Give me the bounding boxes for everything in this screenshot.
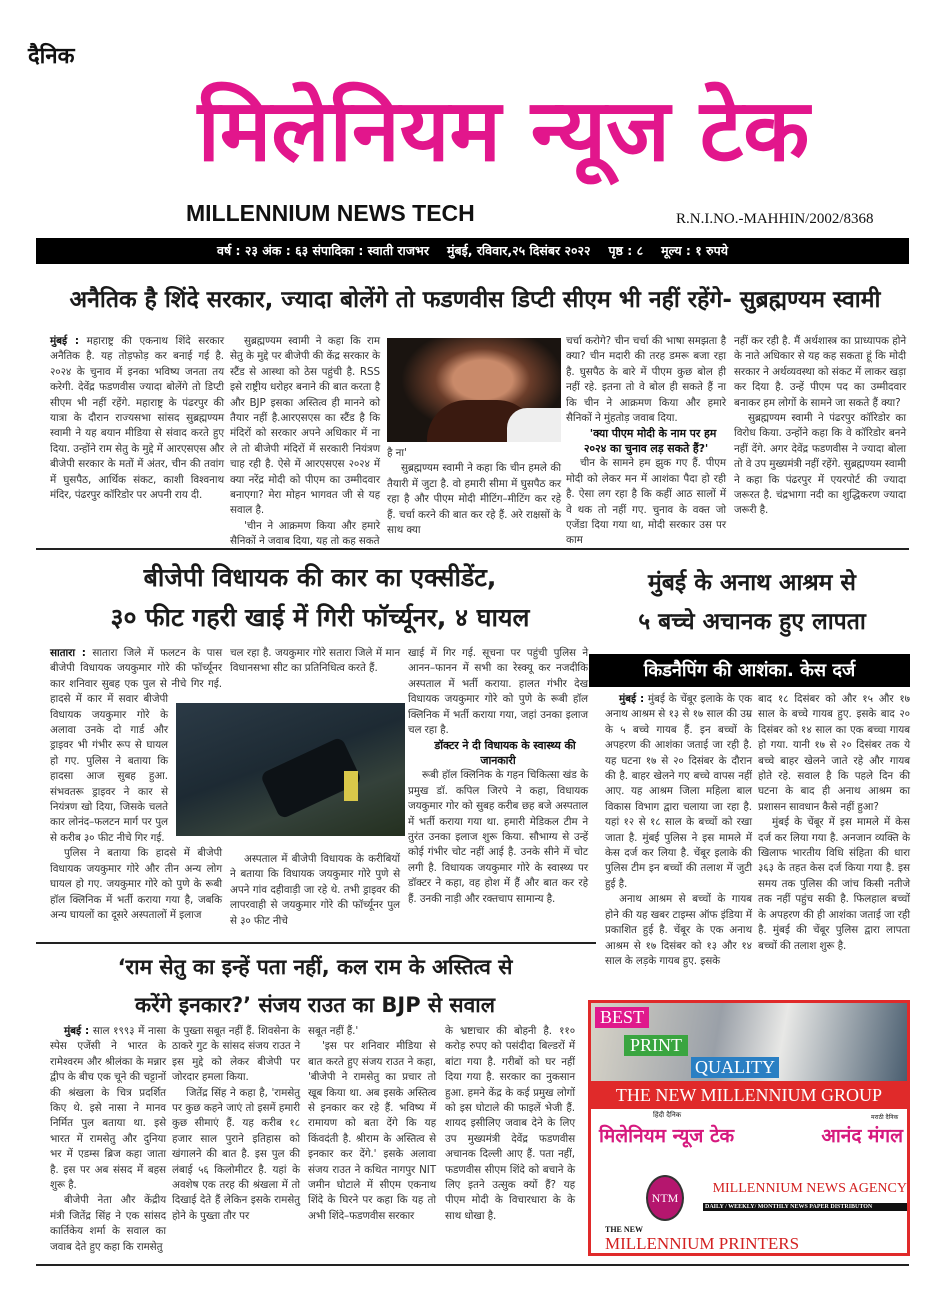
paragraph: बाद १८ दिसंबर को और १५ और १७ साल के बच्चे गायब हुए. इसके बाद २० दिसंबर को १४ साल का एक बच्चा गायब हो गया. यानी १७ से २० दिसंबर तक ये बच्चे बाहर खेलने जाते रहे और गायब होते रहे. सवाल है कि पहले दिन की घटना के बाद ही अनाथ आश्रम का प्रशासन सावधान कैसे नहीं हुआ? — [758, 693, 910, 813]
divider — [36, 942, 596, 944]
headline-line: करेंगे इनकार?’ संजय राउत का BJP से सवाल — [135, 993, 495, 1017]
paragraph: साल १९९३ में नासा स्पेस एजेंसी ने भारत के रामेश्वरम और श्रीलंका के मन्नार द्वीप के बीच एक चूने की चट्टानों की श्रंखला के चित्र प्रदर्शित किए थे. इसे नासा ने मानव निर्मित पुल बताया था. इसे भारत में रामसेतु और दुनिया भर में एडम्स ब्रिज कहा जाता है. इस पर अब संसद में बहस शुरू है. — [50, 1025, 167, 1192]
paragraph: मुंबई के चेंबूर में इस मामले में केस दर्ज कर लिया गया है. अनजान व्यक्ति के खिलाफ भारतीय विधि संहिता की धारा ३६३ के तहत केस दर्ज किया गया है. इस समय तक पुलिस की जांच किसी नतीजे तक नहीं पहुंच सकी है. फिलहाल बच्चों के अपहरण की ही आशंका जताई जा रही है. मुंबई की चेंबूर पुलिस द्वारा लापता बच्चों की तलाश शुरू है. — [758, 816, 910, 952]
headline-line: ५ बच्चे अचानक हुए लापता — [638, 609, 866, 635]
bottom-rule — [36, 1264, 909, 1266]
subramanian-swamy-photo — [387, 338, 561, 442]
ad-group-name: THE NEW MILLENNIUM GROUP — [591, 1081, 907, 1109]
ad-print-label: PRINT — [624, 1035, 688, 1056]
article4-col2 — [172, 1024, 300, 1224]
paragraph: महाराष्ट्र की एकनाथ शिंदे सरकार अनैतिक है. यह तोड़फोड़ कर बनाई गई है. २०२४ के चुनाव में इनका भविष्य जनता तय करेगी. देवेंद्र फडणवीस ज्यादा बोलेंगे तो डिप्टी सीएम भी नहीं रहेंगे. महाराष्ट्र के पंढरपुर की यात्रा के दौरान राज्यसभा सांसद सुब्रह्मण्यम स्वामी ने यह बयान मीडिया से संवाद करते हुए दिया. उन्होंने राम सेतु के मुद्दे में आरएसएस और बीजेपी सरकार के मतों में अंतर, चीन की तवांग में घुसपैठ, आर्थिक संकट, काशी विश्वनाथ मंदिर, पंढरपुर कॉरिडोर पर अपनी राय दी. — [50, 335, 224, 502]
ad-marathi-daily: मराठी दैनिक — [871, 1114, 899, 1121]
ad-paper-title-2: आनंद मंगल — [821, 1125, 903, 1147]
article1-col2 — [230, 334, 380, 550]
divider — [36, 548, 909, 550]
ad-hindi-daily: हिंदी दैनिक — [653, 1111, 682, 1119]
article4-col4 — [445, 1024, 575, 1224]
paragraph: चल रहा है. जयकुमार गोरे सतारा जिले में मान विधानसभा सीट का प्रतिनिधित्व करते हैं. — [230, 647, 400, 675]
dateline: मुंबई : — [619, 693, 645, 705]
daily-label: दैनिक — [28, 44, 75, 69]
article1-col3 — [387, 446, 561, 538]
paragraph: सातारा जिले में फलटन के पास बीजेपी विधायक जयकुमार गोरे की फॉर्च्यूनर कार शनिवार सुबह एक पुल से नीचे — [50, 647, 222, 690]
accident-headline — [50, 558, 590, 638]
subheading: डॉक्टर ने दी विधायक के स्वास्थ्य की जानकारी — [434, 739, 576, 768]
paragraph: बीजेपी नेता और केंद्रीय मंत्री जितेंद्र सिंह ने एक सांसद कार्तिकेय शर्मा के सवाल का जवाब देते हुए कहा कि रामसेतु — [50, 1194, 166, 1253]
masthead-logo: मिलेनियम न्यूज टेक — [197, 81, 810, 181]
dateline: मुंबई : — [64, 1025, 90, 1037]
article2-col2-top — [230, 646, 400, 677]
article1-col5 — [734, 334, 906, 519]
orphanage-headline — [592, 564, 912, 642]
ad-distribution: DAILY / WEEKLY/ MONTHLY NEWS PAPER DISTRIBUTON — [703, 1203, 907, 1211]
paragraph: नहीं कर रही है. मैं अर्थशास्त्र का प्राध्यापक होने के नाते अधिकार से यह कह सकता हूं कि मोदी सरकार ने अर्थव्यवस्था को संकट में लाकर खड़ा कर दिया है. उन्हें पीएम पद का उम्मीदवार बनाकर हम लोगों के सामने जा सकते हैं क्या? — [734, 335, 906, 409]
subheading: 'क्या पीएम मोदी के नाम पर हम २०२४ का चुनाव लड़ सकते हैं?' — [583, 427, 717, 456]
headline-line: बीजेपी विधायक की कार का एक्सीडेंट, — [143, 563, 497, 592]
ad-agency-name: MILLENNIUM NEWS AGENCY — [712, 1181, 907, 1196]
ad-quality-label: QUALITY — [691, 1057, 779, 1078]
paragraph: चर्चा करोगे? चीन चर्चा की भाषा समझता है क्या? चीन मदारी की तरह डमरू बजा रहा है. घुसपैठ के बारे में पीएम कुछ बोल ही नहीं रहे. इतना तो वे बोल ही सकते हैं ना कि चीन ने आक्रमण किया और हमारे सैनिकों ने मुंहतोड़ जवाब दिया. — [566, 335, 726, 425]
paragraph: चीन के सामने हम झुक गए हैं. पीएम मोदी को लेकर मन में आशंका पैदा हो रही है. ऐसा लग रहा है कि कहीं आठ सालों में वे थक तो नहीं गए. चुनाव के वक्त जो एजेंडा दिया गया था, मोदी सरकार उस पर काम — [566, 457, 726, 547]
paragraph: मुंबई के चेंबूर इलाके के एक अनाथ आश्रम से १३ से १७ साल की उम्र के ५ बच्चे गायब हैं. इन बच्चों के अपहरण की आशंका जताई जा रही है. यह घटना १७ से २० दिसंबर के दौरान की है. बाहर खेलने गए बच्चे वापस नहीं आए. यह आश्रम जिला महिला बाल विकास विभाग द्वारा चलाया जा रहा है. यहां १२ से १८ साल के बच्चों को रखा जाता है. मुंबई पुलिस ने इस मामले में केस दर्ज कर लिया है. चेंबूर इलाके की पुलिस टीम इन बच्चों की तलाश में जुटी हुई है. — [605, 693, 753, 890]
paragraph: खाई में गिर गई. सूचना पर पहुंची पुलिस ने आनन–फानन में सभी का रेस्क्यू कर नजदीकि अस्पताल में भर्ती कराया. हालत गंभीर देख विधायक जयकुमार गोरे को पुणे के रूबी हॉल क्लिनिक में भर्ती कराया गया, जहां उनका इलाज चल रहा है. — [408, 647, 588, 737]
page-info: पृष्ठ : ८ — [608, 243, 644, 258]
ram-setu-headline — [50, 948, 580, 1024]
paragraph: 'चीन ने आक्रमण किया और हमारे सैनिकों ने जवाब दिया, यह तो कह सकते — [230, 519, 380, 548]
headline-line: मुंबई के अनाथ आश्रम से — [648, 570, 856, 596]
headline-line: ३० फीट गहरी खाई में गिरी फॉर्च्यूनर, ४ घायल — [110, 603, 530, 632]
article1-col4 — [566, 334, 726, 549]
paragraph: सुब्रह्मण्यम स्वामी ने पंढरपुर कॉरिडोर का विरोध किया. उन्होंने कहा कि वे कॉरिडोर बनने नहीं देंगे. अगर देवेंद्र फडणवीस ने ज्यादा बोला तो वे उप मुख्यमंत्री नहीं रहेंगे. सुब्रह्मण्यम स्वामी ने कहा कि पंढरपुर में एयरपोर्ट की ज्यादा जरूरत है. चंद्रभागा नदी का शुद्धिकरण ज्यादा जरूरी है. — [734, 412, 906, 517]
article2-col2-bottom — [230, 852, 400, 929]
paragraph: गिर गई. हादसे में कार में सवार बीजेपी विधायक जयकुमार गोरे के अलावा उनके दो गार्ड और ड्राइवर भी गंभीर रूप से घायल हो गए. पुलिस ने बताया कि हादसा आज सुबह हुआ. संभवतरू ड्राइवर ने कार से नियंत्रण खो दिया, जिसके चलते कार लोनंद–फलटन मार्ग पर पुल से करीब ३० फीट नीचे गिर गई. — [50, 677, 223, 844]
paragraph: रूबी हॉल क्लिनिक के गहन चिकित्सा खंड के प्रमुख डॉ. कपिल जिरपे ने कहा, विधायक जयकुमार गोर को सुबह करीब छह बजे अस्पताल में भर्ती कराया गया था. हमारी मेडिकल टीम ने तुरंत उनका इलाज शुरू किया. सौभाग्य से उन्हें कोई गंभीर चोट नहीं आई है. उनके सीने में चोट लगी है. विधायक जयकुमार गोरे के स्वास्थ्य पर डॉक्टर ने कहा, वह होश में हैं और बात कर रहे हैं. उनकी नाड़ी और रक्तचाप सामान्य है. — [408, 769, 588, 905]
ad-paper-title-1: मिलेनियम न्यूज टेक — [599, 1125, 735, 1147]
millennium-group-advertisement — [588, 1000, 910, 1256]
rni-number: R.N.I.NO.-MAHHIN/2002/8368 — [676, 211, 874, 227]
paragraph: है ना' — [387, 447, 407, 459]
article3-col1 — [605, 692, 752, 969]
paragraph: अस्पताल में बीजेपी विधायक के करीबियों ने बताया कि विधायक जयकुमार गोरे पुणे से अपने गांव दहीवाड़ी जा रहे थे. तभी ड्राइवर की लापरवाही से जयकुमार गोरे की फॉर्च्यूनर पुल से ३० फीट नीचे — [230, 853, 400, 927]
paragraph: 'इस पर शनिवार मीडिया से बात करते हुए संजय राउत ने कहा, 'बीजेपी ने रामसेतु का प्रचार तो खूब किया था. अब इसके अस्तित्व से इनकार कर रहे हैं. भविष्य में रामायण को बता देंगे कि यह किंवदंती है. श्रीराम के अस्तित्व से इनकार कर देंगे.' इसके अलावा संजय राउत ने कथित नागपुर NIT जमीन घोटाले में सीएम एकनाथ शिंदे के घिरने पर कहा कि यह तो अभी शिंदे–फडणवीस सरकार — [308, 1040, 436, 1222]
headline-line: ‘राम सेतु का इन्हें पता नहीं, कल राम के अस्तित्व से — [117, 955, 513, 979]
paragraph: सुब्रह्मण्यम स्वामी ने कहा कि राम सेतु के मुद्दे पर बीजेपी की केंद्र सरकार के स्टैंड से आस्था को ठेस पहुंची है. RSS इसे राष्ट्रीय धरोहर बनाने की बात करता है और BJP इसका अस्तित्व ही मानने को तैयार नहीं है.आरएसएस का स्टैंड है कि मंदिरों को सरकार अपने अधिकार में ना ले तो बीजेपी मंदिरों में सरकारी नियंत्रण चाह रही है. ऐसे में आरएसएस २०२४ में क्या नरेंद्र मोदी को पीएम का उम्मीदवार बनाएगा? मेरा मोहन भागवत जी से यह सवाल है. — [230, 335, 380, 517]
car-accident-photo — [176, 703, 405, 836]
ad-printers-name: MILLENNIUM PRINTERS — [605, 1234, 800, 1253]
paragraph: अनाथ आश्रम से बच्चों के गायब होने की यह खबर टाइम्स ऑफ इंडिया में प्रकाशित हुई है. चेंबूर के एक अनाथ आश्रम से १७ दिसंबर को १३ और १४ साल के लड़के गायब हुए. इसके — [605, 893, 752, 967]
issue-info: वर्ष : २३ अंक : ६३ संपादिका : स्वाती राजभर — [217, 243, 429, 258]
article3-col2 — [758, 692, 910, 954]
price-info: मूल्य : १ रुपये — [661, 243, 728, 258]
article4-col3 — [308, 1024, 436, 1224]
dateline: मुंबई : — [50, 335, 79, 347]
paragraph: सबूत नहीं हैं.' — [308, 1025, 359, 1037]
paragraph: पुलिस ने बताया कि हादसे में बीजेपी विधायक जयकुमार गोरे और तीन अन्य लोग घायल हो गए. जयकुमार गोरे को पुणे के रूबी हॉल क्लिनिक में भर्ती कराया गया है, जबकि अन्य घायलों का दूसरे अस्पतालों में इलाज — [50, 847, 222, 921]
info-bar — [36, 238, 909, 264]
article2-col3 — [408, 646, 588, 907]
dateline: सातारा : — [50, 647, 86, 659]
article4-col1 — [50, 1024, 166, 1255]
ad-best-label: BEST — [595, 1007, 649, 1028]
lead-headline: अनैतिक है शिंदे सरकार, ज्यादा बोलेंगे तो फडणवीस डिप्टी सीएम भी नहीं रहेंगे- सुब्रह्मण्यम स्वामी — [69, 287, 881, 313]
english-title: MILLENNIUM NEWS TECH — [186, 200, 475, 226]
paragraph: जितेंद्र सिंह ने कहा है, 'रामसेतु पर कुछ कहने जाएं तो इसमें हमारी कुछ सीमाएं हैं. यह करीब १८ हजार साल पुराने इतिहास को खंगालने की बात है. इस पुल की लंबाई ५६ किलोमीटर है. यहां के अवशेष एक तरह की श्रंखला में तो दिखाई देते हैं लेकिन इसके रामसेतु होने के पुख्ता तौर पर — [172, 1086, 300, 1222]
date-info: मुंबई, रविवार,२५ दिसंबर २०२२ — [446, 243, 591, 258]
paragraph: सुब्रह्मण्यम स्वामी ने कहा कि चीन हमले की तैयारी में जुटा है. वो हमारी सीमा में घुसपैठ कर रहा है और पीएम मोदी मीटिंग–मीटिंग कर रहे हैं. चर्चा करने की बात कर रहे हैं. अरे राक्षसों के साथ क्या — [387, 462, 561, 537]
paragraph: के पुख्ता सबूत नहीं हैं. शिवसेना के ठाकरे गुट के सांसद संजय राउत ने इस मुद्दे को लेकर बीजेपी पर जोरदार हमला किया. — [172, 1025, 300, 1084]
ntm-logo-icon: NTM — [646, 1175, 684, 1221]
kidnapping-banner: किडनैपिंग की आशंका. केस दर्ज — [589, 654, 910, 687]
article1-col1 — [50, 334, 224, 503]
paragraph: के भ्रष्टाचार की बोहनी है. ११० करोड़ रुपए को पसंदीदा बिल्डरों में बांटा गया है. गरीबों को घर नहीं दिया गया है. सरकार का नुकसान हुआ. हमने केंद्र के कई प्रमुख लोगों को इस घोटाले की फाइलें भेजी हैं. शायद इसीलिए जवाब देने के लिए उप मुख्यमंत्री देवेंद्र फडणवीस अचानक दिल्ली आए हैं. पता नहीं, फडणवीस सीएम शिंदे को बचाने के लिए इतने उत्सुक क्यों हैं? यह पीएम मोदी के विचारधारा के के साथ धोखा है. — [445, 1025, 575, 1222]
ad-the-new: THE NEW — [605, 1225, 644, 1234]
